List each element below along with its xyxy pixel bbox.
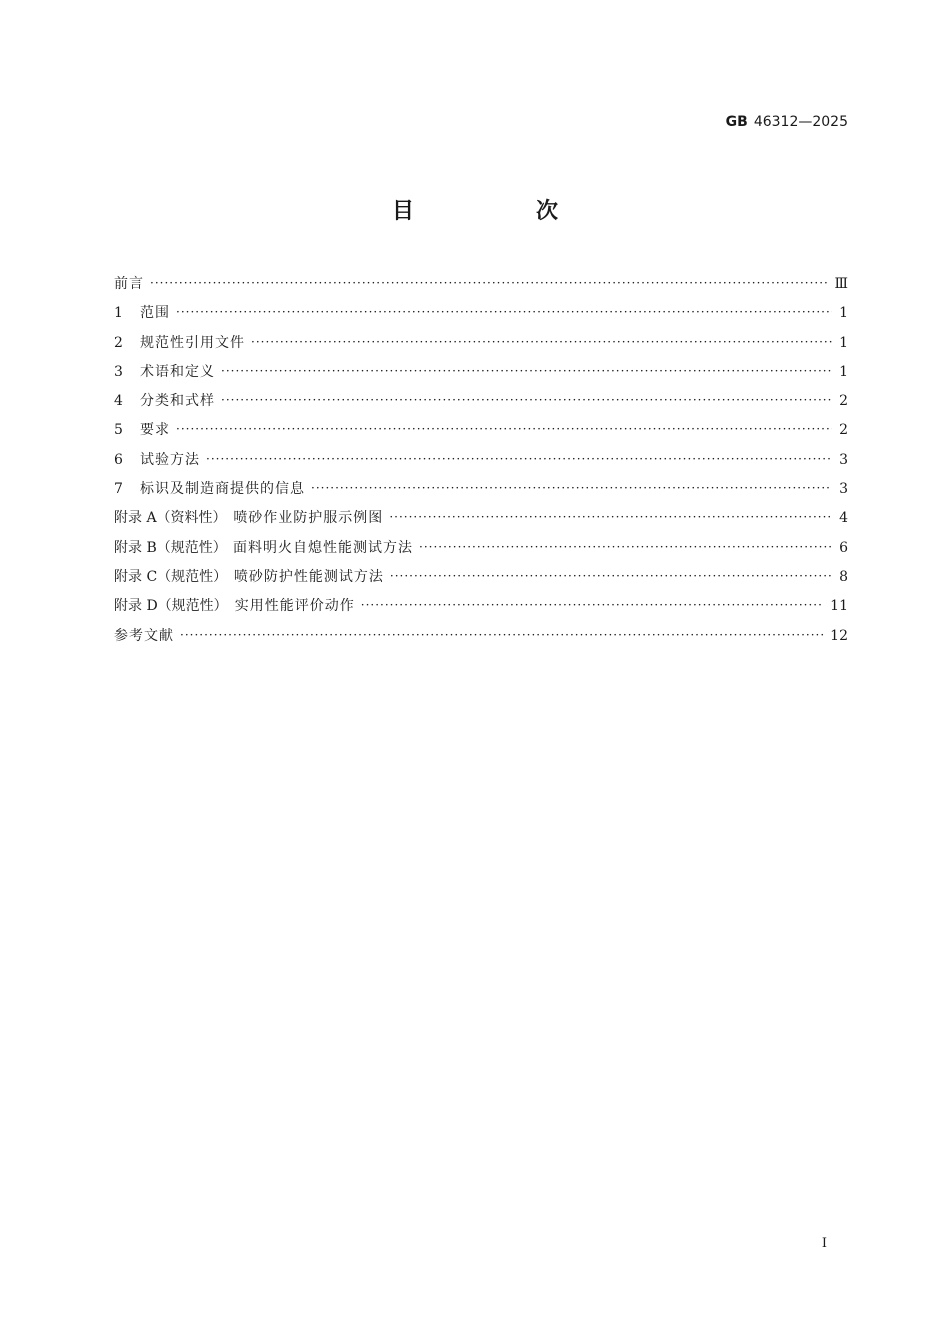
toc-entry-number: 2 [114,334,123,351]
toc-entry-page: 2 [839,422,848,439]
toc-entry-label: 标识及制造商提供的信息 [140,481,305,498]
toc-entry-page: 8 [839,568,848,585]
toc-dot-leader [419,540,832,554]
toc-entry-page: 11 [830,598,848,615]
toc-dot-leader [221,364,832,378]
toc-entry-page: 6 [839,539,848,556]
toc-entry-appendix-prefix: 附录 C（规范性） [114,568,228,585]
toc-dot-leader [251,335,832,349]
toc-entry-number: 5 [114,422,123,439]
toc-entry-page: 12 [830,627,848,644]
standard-number: 46312—2025 [753,114,848,130]
toc-dot-leader [150,276,828,290]
toc-entry-label: 分类和式样 [140,393,215,410]
toc-entry-number: 1 [114,305,123,322]
toc-entry-label: 范围 [140,305,170,322]
toc-entry[interactable] [114,361,848,390]
toc-entry-number: 3 [114,363,123,380]
toc-entry-number: 7 [114,481,123,498]
toc-entry[interactable] [114,449,848,478]
toc-entry[interactable] [114,419,848,448]
toc-entry-label: 喷砂作业防护服示例图 [233,510,384,527]
toc-entry-page: 1 [839,334,848,351]
toc-entry[interactable] [114,625,848,654]
toc-entry[interactable] [114,478,848,507]
toc-entry-page: 4 [839,510,848,527]
toc-entry-page: 3 [839,481,848,498]
page-title: 目 次 [391,199,608,224]
toc-dot-leader [206,452,832,466]
standard-prefix: GB [725,114,748,130]
toc-entry[interactable] [114,566,848,595]
toc-dot-leader [221,393,832,407]
toc-entry-label: 参考文献 [114,627,174,644]
toc-entry[interactable] [114,302,848,331]
standard-code [726,114,848,130]
toc-entry-appendix-prefix: 附录 B（规范性） [114,539,227,556]
toc-entry-label: 术语和定义 [140,363,215,380]
toc-entry-number: 4 [114,393,123,410]
toc-dot-leader [311,481,832,495]
toc-entry-label: 喷砂防护性能测试方法 [233,568,384,585]
toc-entry[interactable] [114,273,848,302]
toc-dot-leader [176,305,832,319]
toc-entry[interactable] [114,507,848,536]
toc-entry-page: 1 [839,363,848,380]
toc-entry[interactable] [114,595,848,624]
toc-dot-leader [361,598,824,612]
toc-entry[interactable] [114,537,848,566]
toc-entry-label: 规范性引用文件 [140,334,245,351]
toc-entry-page: 1 [839,305,848,322]
toc-dot-leader [389,510,832,524]
table-of-contents [114,273,848,654]
toc-entry-number: 6 [114,451,123,468]
toc-entry-label: 要求 [140,422,170,439]
toc-entry-label: 实用性能评价动作 [234,598,355,615]
toc-entry-page: 3 [839,451,848,468]
toc-entry[interactable] [114,332,848,361]
toc-entry-appendix-prefix: 附录 D（规范性） [114,598,228,615]
page-number: Ⅰ [821,1236,827,1251]
toc-dot-leader [176,422,832,436]
toc-entry-label: 面料明火自熄性能测试方法 [233,539,414,556]
toc-entry-page: 2 [839,393,848,410]
toc-entry-page: Ⅲ [834,276,848,292]
toc-entry[interactable] [114,390,848,419]
toc-entry-label: 试验方法 [140,451,200,468]
toc-entry-label: 前言 [114,276,144,292]
toc-entry-appendix-prefix: 附录 A（资料性） [114,510,227,527]
toc-dot-leader [180,628,824,642]
toc-dot-leader [390,569,832,583]
